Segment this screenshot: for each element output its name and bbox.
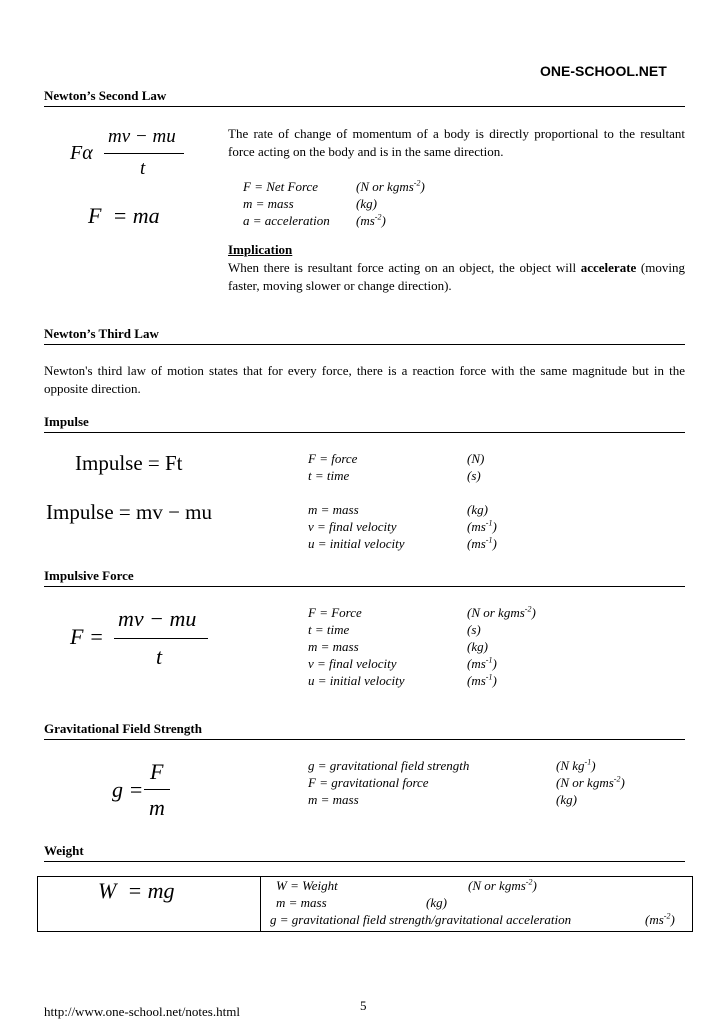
- formula-gravity-lhs: g =: [112, 777, 144, 802]
- section-title-impulsive-force: Impulsive Force: [44, 568, 134, 583]
- definition-term: v = final velocity: [308, 656, 397, 671]
- definition-unit: (N): [467, 451, 485, 466]
- definition-row: [308, 467, 481, 484]
- formula-impulsive-numerator: mv − mu: [118, 606, 197, 631]
- site-brand: ONE-SCHOOL.NET: [540, 63, 667, 79]
- definition-unit: (kg): [556, 792, 577, 807]
- implication-text: When there is resultant force acting on an object, the object will accelerate (moving faster, moving slower or change direction).: [228, 260, 685, 293]
- table-divider: [260, 877, 261, 931]
- section-divider: [44, 586, 685, 587]
- formula-gravity-denominator: m: [149, 795, 165, 820]
- definition-term: t = time: [308, 622, 350, 637]
- fraction-bar: [114, 638, 208, 639]
- formula-impulsive-denominator: t: [156, 644, 163, 669]
- definition-unit: $(ms^{-1})$: [467, 655, 497, 671]
- weight-def-g: g = gravitational field strength/gravitational acceleration: [270, 912, 572, 927]
- definition-row: [243, 195, 377, 212]
- newton-second-law-definitions: [243, 178, 425, 229]
- weight-def-w: W = Weight: [276, 878, 338, 893]
- formula-f-equals-ma: F = ma: [88, 203, 160, 228]
- fraction-bar: [144, 789, 170, 790]
- gravity-definitions: [308, 757, 625, 808]
- definition-unit: $(ms^{-1})$: [467, 535, 497, 551]
- definition-row: [308, 535, 497, 552]
- definition-term: F = Force: [308, 605, 362, 620]
- newton-third-law-text: Newton's third law of motion states that for every force, there is a reaction force with the same magnitude but in the opposite direction.: [44, 363, 685, 396]
- formula-impulse-momentum: Impulse = mv − mu: [46, 500, 213, 524]
- impulse-definitions-1: [308, 450, 485, 484]
- definition-unit: (N or kgms$^{-2}$): [556, 774, 625, 790]
- newton-second-law-description: The rate of change of momentum of a body is directly proportional to the resultant force acting on the body and is in the same direction.: [228, 126, 685, 159]
- definition-row: [308, 638, 488, 655]
- definition-row: [308, 757, 596, 774]
- section-title-weight: Weight: [44, 843, 84, 858]
- definition-term: F = gravitational force: [308, 775, 429, 790]
- definition-term: m = mass: [308, 502, 359, 517]
- formula-proportional-lhs: Fα: [70, 142, 93, 164]
- definition-term: F = Net Force: [243, 179, 319, 194]
- definition-unit: (kg): [467, 639, 488, 654]
- definition-term: m = mass: [308, 639, 359, 654]
- weight-def-m: m = mass: [276, 895, 327, 910]
- definition-row: [308, 604, 536, 621]
- section-title-gravitational-field-strength: Gravitational Field Strength: [44, 721, 202, 736]
- fraction-bar: [104, 153, 184, 154]
- implication-title: Implication: [228, 242, 293, 257]
- definition-row: [308, 672, 497, 689]
- definition-term: F = force: [308, 451, 358, 466]
- section-divider: [44, 861, 685, 862]
- definition-row: [308, 450, 485, 467]
- definition-unit: (kg): [467, 502, 488, 517]
- section-divider: [44, 344, 685, 345]
- definition-row: [243, 178, 425, 195]
- definition-unit: (s): [467, 622, 481, 637]
- impulsive-force-definitions: [308, 604, 536, 689]
- definition-row: [308, 791, 577, 808]
- definition-term: m = mass: [243, 196, 294, 211]
- definition-row: [308, 774, 625, 791]
- definition-unit: (kg): [356, 196, 377, 211]
- definition-term: g = gravitational field strength: [308, 758, 470, 773]
- definition-row: [308, 518, 497, 535]
- formula-impulse-ft: Impulse = Ft: [75, 451, 183, 475]
- definition-unit: $(ms^{-2})$: [356, 212, 386, 228]
- definition-term: v = final velocity: [308, 519, 397, 534]
- definition-row: [308, 621, 481, 638]
- formula-weight: W = mg: [98, 878, 175, 903]
- definition-row: [308, 501, 488, 518]
- definition-term: a = acceleration: [243, 213, 330, 228]
- definition-term: u = initial velocity: [308, 536, 405, 551]
- page-number: 5: [360, 998, 367, 1013]
- section-divider: [44, 432, 685, 433]
- definition-term: m = mass: [308, 792, 359, 807]
- definition-unit: $(ms^{-1})$: [467, 672, 497, 688]
- weight-def-g-unit: $(ms^{-2})$: [645, 911, 675, 927]
- formula-impulsive-lhs: F =: [70, 624, 104, 649]
- definition-unit: (N or kgms$^{-2}$): [356, 178, 425, 194]
- definition-term: u = initial velocity: [308, 673, 405, 688]
- section-title-impulse: Impulse: [44, 414, 89, 429]
- formula-gravity-numerator: F: [150, 759, 164, 784]
- definition-row: [243, 212, 386, 229]
- definition-unit: (N or kgms$^{-2}$): [467, 604, 536, 620]
- impulse-definitions-2: [308, 501, 497, 552]
- weight-def-m-unit: (kg): [426, 895, 447, 910]
- definition-unit: (N $kg^{-1}$): [556, 757, 596, 773]
- definition-term: t = time: [308, 468, 350, 483]
- section-title-newton-third-law: Newton’s Third Law: [44, 326, 159, 341]
- footer-url: http://www.one-school.net/notes.html: [44, 1004, 240, 1019]
- formula-proportional-numerator: mv − mu: [108, 126, 176, 147]
- weight-def-w-unit: (N or kgms$^{-2}$): [468, 877, 537, 893]
- section-title-newton-second-law: Newton’s Second Law: [44, 88, 167, 103]
- definition-unit: $(ms^{-1})$: [467, 518, 497, 534]
- formula-proportional-denominator: t: [140, 158, 146, 179]
- section-divider: [44, 106, 685, 107]
- weight-table: [37, 876, 693, 932]
- definition-unit: (s): [467, 468, 481, 483]
- definition-row: [308, 655, 497, 672]
- section-divider: [44, 739, 685, 740]
